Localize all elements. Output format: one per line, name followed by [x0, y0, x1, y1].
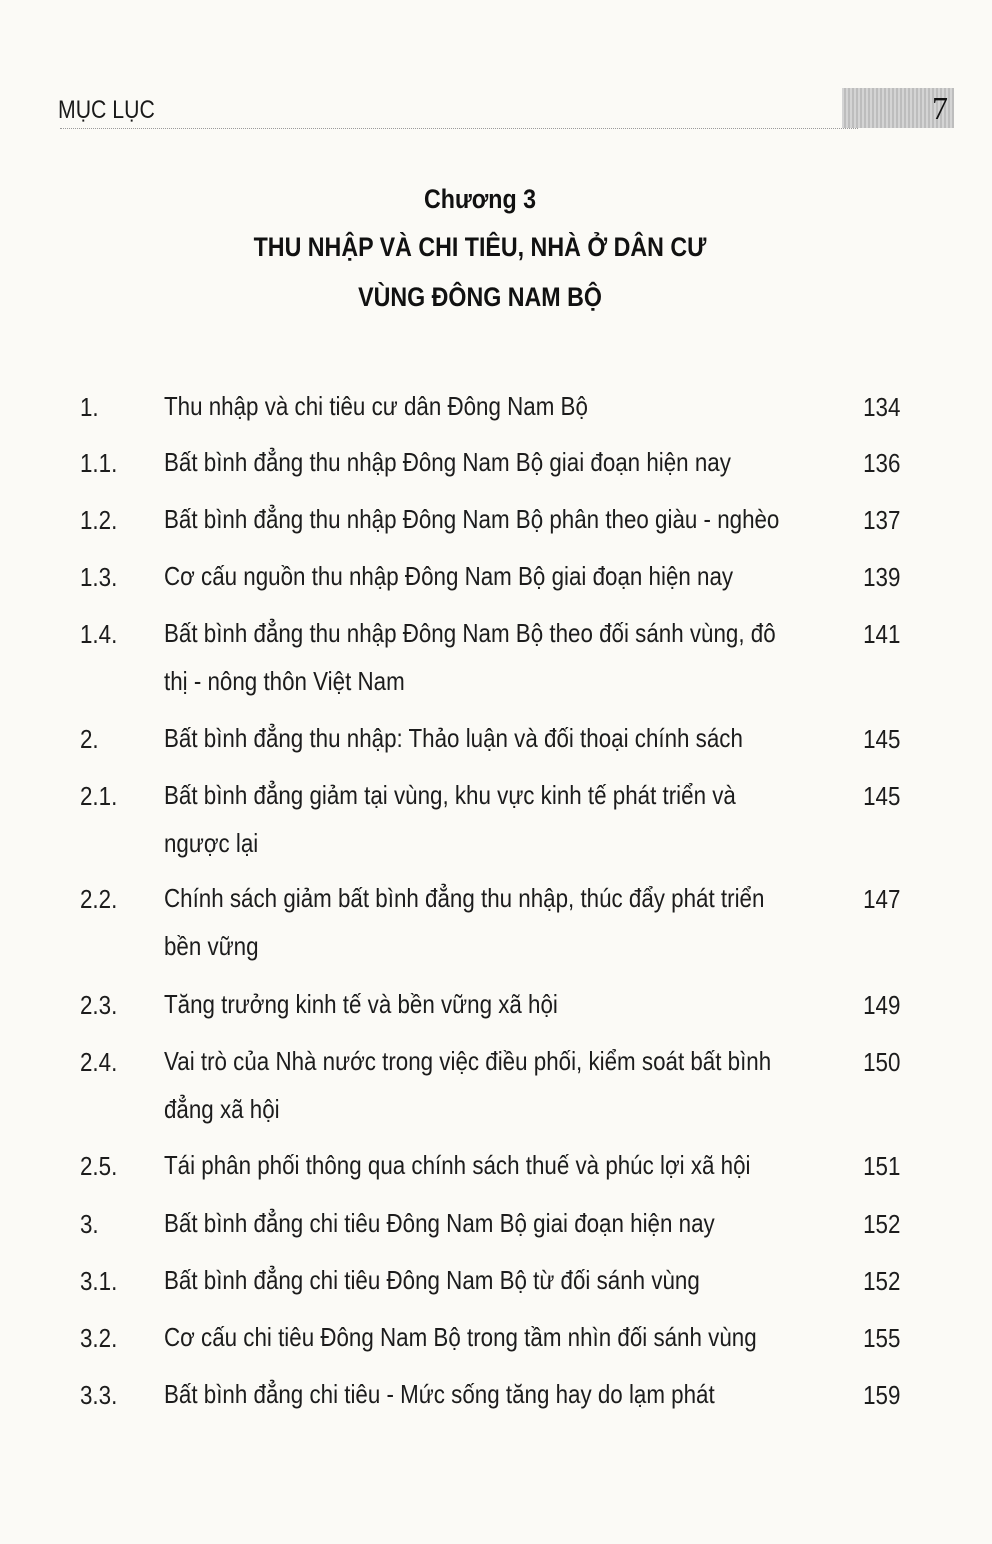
toc-entry-title-line: bền vững: [164, 931, 259, 961]
toc-entry-title-line: đẳng xã hội: [164, 1094, 280, 1124]
toc-entry-number: 2.: [80, 724, 99, 754]
toc-entry-title: [164, 980, 792, 1028]
toc-entry-page: 150: [862, 1047, 900, 1077]
toc-entry-title: [164, 1256, 792, 1304]
toc-entry-title-line: Bất bình đẳng chi tiêu Đông Nam Bộ giai đoạn hiện nay: [164, 1208, 715, 1238]
toc-entry-page: 152: [862, 1266, 900, 1296]
toc-entry-title-line: thị - nông thôn Việt Nam: [164, 666, 405, 696]
toc-entry-page: 139: [862, 562, 900, 592]
toc-entry-number: 3.1.: [80, 1266, 118, 1296]
header-section-title: MỤC LỤC: [58, 96, 155, 124]
toc-entry-page: 149: [862, 990, 900, 1020]
toc-entry-title: [164, 382, 792, 430]
page-number-tab: [842, 88, 954, 128]
toc-entry-title: [164, 771, 792, 867]
toc-entry-number: 2.3.: [80, 990, 118, 1020]
toc-entry-title-line: Bất bình đẳng chi tiêu Đông Nam Bộ từ đối sánh vùng: [164, 1265, 700, 1295]
toc-entry-page: 141: [862, 619, 900, 649]
toc-entry-page: 137: [862, 505, 900, 535]
toc-entry-page: 134: [862, 392, 900, 422]
toc-entry-title-line: Thu nhập và chi tiêu cư dân Đông Nam Bộ: [164, 391, 588, 421]
toc-entry-number: 1.4.: [80, 619, 118, 649]
toc-entry-title-line: Bất bình đẳng giảm tại vùng, khu vực kinh tế phát triển và: [164, 780, 736, 810]
toc-entry-title: [164, 874, 792, 970]
toc-entry-title: [164, 1313, 792, 1361]
toc-entry-page: 145: [862, 724, 900, 754]
toc-entry-title-line: Bất bình đẳng thu nhập Đông Nam Bộ theo đối sánh vùng, đô: [164, 618, 776, 648]
toc-entry-title-line: Bất bình đẳng thu nhập Đông Nam Bộ phân theo giàu - nghèo: [164, 504, 780, 534]
toc-entry-title: [164, 1141, 792, 1189]
toc-entry-title: [164, 438, 792, 486]
toc-entry-page: 152: [862, 1209, 900, 1239]
toc-entry-number: 2.1.: [80, 781, 118, 811]
toc-entry-number: 1.: [80, 392, 99, 422]
toc-entry-title-line: Bất bình đẳng thu nhập Đông Nam Bộ giai đoạn hiện nay: [164, 447, 731, 477]
toc-entry-title-line: Bất bình đẳng thu nhập: Thảo luận và đối thoại chính sách: [164, 723, 743, 753]
toc-entry-title: [164, 1370, 792, 1418]
toc-entry-number: 3.2.: [80, 1323, 118, 1353]
toc-entry-number: 2.5.: [80, 1151, 118, 1181]
toc-entry-title: [164, 609, 792, 705]
page-number: 7: [932, 90, 948, 126]
header-rule: [60, 128, 858, 129]
chapter-title-line-1: THU NHẬP VÀ CHI TIÊU, NHÀ Ở DÂN CƯ: [253, 232, 707, 262]
toc-entry-title-line: Bất bình đẳng chi tiêu - Mức sống tăng hay do lạm phát: [164, 1379, 715, 1409]
toc-entry-title-line: Cơ cấu nguồn thu nhập Đông Nam Bộ giai đoạn hiện nay: [164, 561, 734, 591]
toc-entry-number: 2.2.: [80, 884, 118, 914]
running-header: [58, 88, 948, 128]
toc-entry-page: 159: [862, 1380, 900, 1410]
chapter-label: Chương 3: [423, 184, 537, 214]
toc-entry-page: 145: [862, 781, 900, 811]
toc-entry-number: 3.3.: [80, 1380, 118, 1410]
toc-entry-page: 151: [862, 1151, 900, 1181]
toc-entry-number: 1.2.: [80, 505, 118, 535]
toc-entry-title-line: Tái phân phối thông qua chính sách thuế và phúc lợi xã hội: [164, 1150, 751, 1180]
toc-entry-title: [164, 714, 792, 762]
toc-entry-number: 1.3.: [80, 562, 118, 592]
toc-entry-title-line: ngược lại: [164, 828, 259, 858]
toc-entry-page: 147: [862, 884, 900, 914]
toc-entry-title: [164, 1037, 792, 1133]
toc-entry-number: 3.: [80, 1209, 99, 1239]
toc-entry-title-line: Vai trò của Nhà nước trong việc điều phối, kiểm soát bất bình: [164, 1046, 772, 1076]
toc-entry-title: [164, 552, 792, 600]
toc-entry-page: 136: [862, 448, 900, 478]
toc-entry-title-line: Chính sách giảm bất bình đẳng thu nhập, thúc đẩy phát triển: [164, 883, 765, 913]
chapter-title-line-2: VÙNG ĐÔNG NAM BỘ: [358, 282, 602, 312]
toc-entry-number: 2.4.: [80, 1047, 118, 1077]
toc-entry-title: [164, 1199, 792, 1247]
toc-entry-title-line: Tăng trưởng kinh tế và bền vững xã hội: [164, 989, 558, 1019]
toc-entry-page: 155: [862, 1323, 900, 1353]
toc-entry-number: 1.1.: [80, 448, 118, 478]
toc-entry-title: [164, 495, 792, 543]
toc-entry-title-line: Cơ cấu chi tiêu Đông Nam Bộ trong tầm nhìn đối sánh vùng: [164, 1322, 757, 1352]
